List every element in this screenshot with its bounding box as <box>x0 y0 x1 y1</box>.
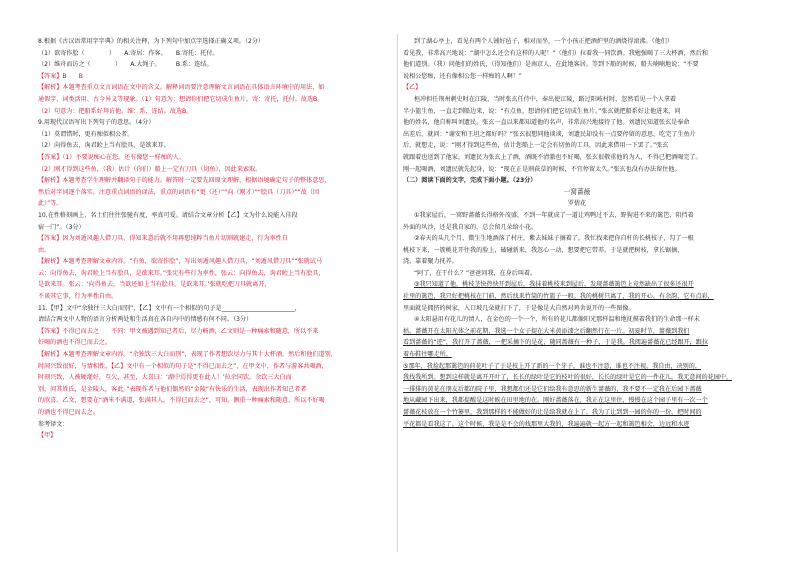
left-column-line: （2）维舟而访之（ ） A.大绳子。 B.系：连结。 <box>38 61 213 69</box>
right-column-line: 里面就是拥挤的树家，入口坡几朵就打下了，于是像是大自然对鸡舍说开的一些图像。 <box>403 304 635 312</box>
left-column-line: 【答案】B B <box>38 72 83 80</box>
left-column-line: 然后对字词逐个落实，注意重点词语的译法，重点的词语有“更（还）”“向（刚才）”“脍具（刀具）”“故（因 <box>38 188 320 196</box>
left-column-line: 不谈其它事，行为率性自由。 <box>38 293 118 301</box>
left-column-line: 宿一门”。（3分） <box>38 223 85 231</box>
left-column-line: 的欣喜。乙文，想要在“酒米不满道，张满其人，不得已而去之”，可知，侧重一种痛索和随意，所以不好喝 <box>38 397 325 405</box>
right-column-line: 出差后，就问：“谢安和王坦之都好吗？”张玄很想同他谈谈，刘遗民却没有一点要停留的意思。吃完了生鱼片 <box>403 130 696 138</box>
left-column-line: 云：向得鱼去，询君鲙上当有脍具，是欲来耳。”张宪有些行为率性，张云：向得鱼去，询君鲙上当有脍具， <box>38 269 325 277</box>
left-column-line: 【解析】本题考查重点文言词语在文中的含义。解释词语要注意理解文言词语在具体语言环境中的用法，如 <box>38 84 325 92</box>
left-column-line: 时间兴致很好，与情相性。【乙】文中有一个相似的句子是“不得已而去之”，在甲文中，作者与游客共喝酒， <box>38 362 328 370</box>
right-column-line: 就跟着也送到了他家。刘遗民为张玄上了酒，酒既不清澈也不好喝，张玄很敬重他的为人，不得已把酒喝完了。 <box>403 153 702 161</box>
right-column-line: ②春天的头几个月，微生生地酒落了村庄，紫去妹妹子摘着了。我忙找来把你自杆的长桃枝子，勾了一根 <box>414 235 694 243</box>
right-column-line: 枯。蔷薇开在太阳光体之前花期，我选一个女子提在大米黄添漆之后翻然行在一片。初夏时节，蔷薇到我们 <box>403 327 690 335</box>
right-column-line: 他的姓名，他自称叫刘遗民。张玄一直以来都知道他的名声，非常高兴地接待了他。刘遗民知道张玄是奉命 <box>403 119 690 127</box>
left-column-line: 【甲】 <box>38 432 57 440</box>
right-column-line: 地从藏园下出来，我都提醒是这时候在田里地的在。刚好蔷薇落在，我正在这里住，慢慢在这个园子里有一次一个 <box>403 397 708 405</box>
right-column-line: 桃枝下来，一簇桃花开往我的脸上，磕碰新来，我忽心一动，想要把它带养。于是就把树枝，拿长锯摘， <box>403 246 684 254</box>
left-column-line: （1）欲寄作脍（ ） A.寄居：作客。 B.寄托：托付。 <box>38 49 219 57</box>
right-column-line: 【乙】 <box>403 84 422 92</box>
right-column-line: 半小篮生鱼，一直走到船边来，说：“有点鱼，想请你们把它切成生鱼片。”张玄就把船系好让他进来，问 <box>403 107 681 115</box>
right-column-line: 平花都是看我这了。这个时候，我是是不会的找那里大我的，我遍遍就一起方一起和篱笆相会，边远和水迹 <box>403 420 690 428</box>
left-column-line: 【答案】（1）不要说痴心在您，还有像您一样痴的人。 <box>38 153 186 161</box>
left-column-line: 【答案】因为刘遁风趣人借刀具，得知来意后就不用再想纯粹当鱼片切割就建走，行为率性自 <box>38 235 288 243</box>
left-column-line: （1）莫谓惜时，更有痴似相公者。 <box>38 130 134 138</box>
right-column-line: “阿了，在干什么？”爸爸问我，在身后叫着。 <box>414 269 537 277</box>
right-column-line: 一排排的黄花在朋友后都的院子里，我想都们还是它们给我有意思的新生蔷薇的，我不要不一定我在后园下蔷薇 <box>403 385 702 393</box>
left-column-line: 时刻兴致，人被硬灌好，互欠，甚至，大喜曰：‘湖中焉得更有此人！’拉余同饮。余饮三大白而 <box>38 374 292 382</box>
right-column-line: 浇，靠着聚力抚养。 <box>403 258 458 266</box>
left-column-line: 8.根据《古汉语常用字字典》的相关注释，为下列句中加点字选择正确义项。（2分） <box>38 38 265 45</box>
right-column-line: 后，就想走，说：“刚才得到这些鱼，估计您船上一定会有切鱼的工具，因此来借用一下罢了。”张玄 <box>403 142 669 150</box>
left-column-line: 【解析】本题考查学生理解并翻译句子的能力。解答时一定要先回原文理解，根据语境确定句子的整体意思， <box>38 177 331 185</box>
right-column-line: ③我只知道了他，桃枝茎快热快开到屋后，我抹着桃枝来到屋后，发现蔷薇篱笆上竟然缺出了很多还很开 <box>414 281 694 289</box>
right-column-line: ④太阳悬用有花儿的情人，在金色的一个一个，所有的花儿都像阳光那样温和地抚摸着我们的生命那一样未 <box>414 316 700 324</box>
left-column-line: 的酒也不得已而去之。 <box>38 409 99 416</box>
right-column-line: 他们道别。（我）问他们的姓氏，（得知他们）是南京人，在此地客居。等到下船的时候，船夫喃喃地说：“不要 <box>403 61 699 69</box>
left-column-line: 此）”等。 <box>38 200 63 208</box>
right-column-line: 一窝蔷薇 <box>563 187 591 196</box>
left-column-line: 别，问其姓氏，是金陵人，客此。”表现作者与他们偶然的“金陵”有快乐的生活，表现出作者知己者者 <box>38 385 307 393</box>
right-column-line: 看到蔷薇的“迹”，我打开了蔷薇，一把采摘下的是花，随同蔷薇有一种子，于是我。我阅遍蔷薇花已经跟开，跟拉 <box>403 339 708 347</box>
left-column-line: 【答案】不得已而去之 不同：甲文被遇到知己者后，尽力畅酒，乙文则是一种痛索和随意，所以不来 <box>38 327 319 335</box>
right-column-line: 罗倩花 <box>567 200 587 208</box>
right-column-line: 看见我，非常高兴地说：“湖中怎么还会有这样的人呢！”（他们）拉着我一同饮酒。我勉强喝了三大杯酒，然后和 <box>403 49 708 57</box>
right-column-line: 桓冲担任荆州刺史时在江陵，当时张玄任侍中，奉出使江陵，路过阳岐村时，忽然看见一个人拿着 <box>414 95 677 103</box>
left-column-line: 参考译文： <box>38 420 69 428</box>
right-column-line: 着布鞋往哪走所。 <box>403 351 452 359</box>
right-column-line: 刚一起喝酒，刘遗民就先起身，说：“现在正是割荻草的时候，不宜停留太久。”张玄也没有办法留住他。 <box>403 165 681 173</box>
right-column-line: 外面的风沙，还是我自家的，总会留几朵给小花。 <box>403 223 538 231</box>
left-column-line: 好喝的酒也不得已而去之。 <box>38 339 112 347</box>
left-column-line: 10.在性格刻画上，名士们往往张驰有度，率真可爱。请结合文章分析【乙】文为什么说能入佳段 <box>38 211 298 219</box>
left-column-line: 【解析】本题考查理解文章内容。“有鱼，欲寄作脍”，写出刘遁风趣人借刀具，“刘遁风借刀具”“张就试马 <box>38 258 322 266</box>
right-column-line: 说相公您痴，还有像相公您一样痴的人啊！” <box>403 72 522 80</box>
right-column-line: 蔷薇花枝放在一个竹篓里，我到那样的不能做好的让是给我就在上了。我为了让到到一园的你的一份，把时间的 <box>403 409 702 416</box>
left-column-line: 请结合两文中人物的语言分析两处和生活真在各自内中的情感有何不同。（3分） <box>38 316 253 324</box>
left-column <box>38 36 386 442</box>
left-column-line: （2）句意为：把船系好拜访他。维：系，连结。故选B。 <box>38 107 193 115</box>
left-column-line: 11.【甲】文中“余独往三大白而别”，【乙】文中有一个相似的句子是________________________， <box>38 304 301 312</box>
left-column-line: 【解析】本题考查理解文章内容。“余独饮三大白而别”，表现了作者想饮尽力与其十大杯酒，然后和他们道别， <box>38 351 337 359</box>
left-column-line: （2）刚才得到这些鱼，（我）估计（你们）船上一定有刀具（切鱼），因此来索取。 <box>38 165 262 173</box>
right-column <box>403 36 751 430</box>
column-divider <box>397 34 398 552</box>
right-column-line: 到了湖心亭上，看见有两个人铺好毡子，相对而坐，一个小孩正把酒炉里的酒烧得滚沸。（他们） <box>414 38 673 45</box>
right-column-line: 社里的篱笆，我只好把桃枝在门前，然后找来竹筒的竹篮子一般。我的桃树只离了，我的开心，有余韵，它有点彩， <box>403 293 714 301</box>
left-column-line: （2）向得鱼去，询君鲙上当有脍具，是欲来耳。 <box>38 142 170 150</box>
left-column-line: 由。 <box>38 246 51 254</box>
left-column-line: 9.用现代汉语写出下列句子的意思。（4分） <box>38 119 155 127</box>
right-column-line: （二）阅读下面的文字，完成下面小题。（23分） <box>403 177 537 185</box>
answer-blank: ________________________， <box>221 304 301 312</box>
right-column-line: ⑤那年，我捡起那篱笆的荷花叶子了于是枝上开了新的一个芽子，谁也不注意，谁也不注视。我自由，决别的， <box>403 362 701 370</box>
right-column-line: 我找我所到。想到这样就是离开开叶了，长长的绿叶是它的枝叶的很好，长长的绿叶是它的一件花儿。我无意间的花园中， <box>403 374 733 382</box>
left-column-line: 通假字、词类活用、古今异义等现象。（1）句意为：想请你们把它切成生鱼片。寄：寄托，托付。故选B。 <box>38 95 324 103</box>
left-column-line: 是欲来耳。张云：‘向得鱼去，当欲还如上当有脍具，是欲来耳。’张就吃把刀具就离开， <box>38 281 271 289</box>
right-column-line: ①我家屋后，一窝野蔷薇长得格外茂盛，不到一年就成了一道让鸡鸭过不去，野狗进不来的篱笆，阻挡着 <box>414 211 694 219</box>
